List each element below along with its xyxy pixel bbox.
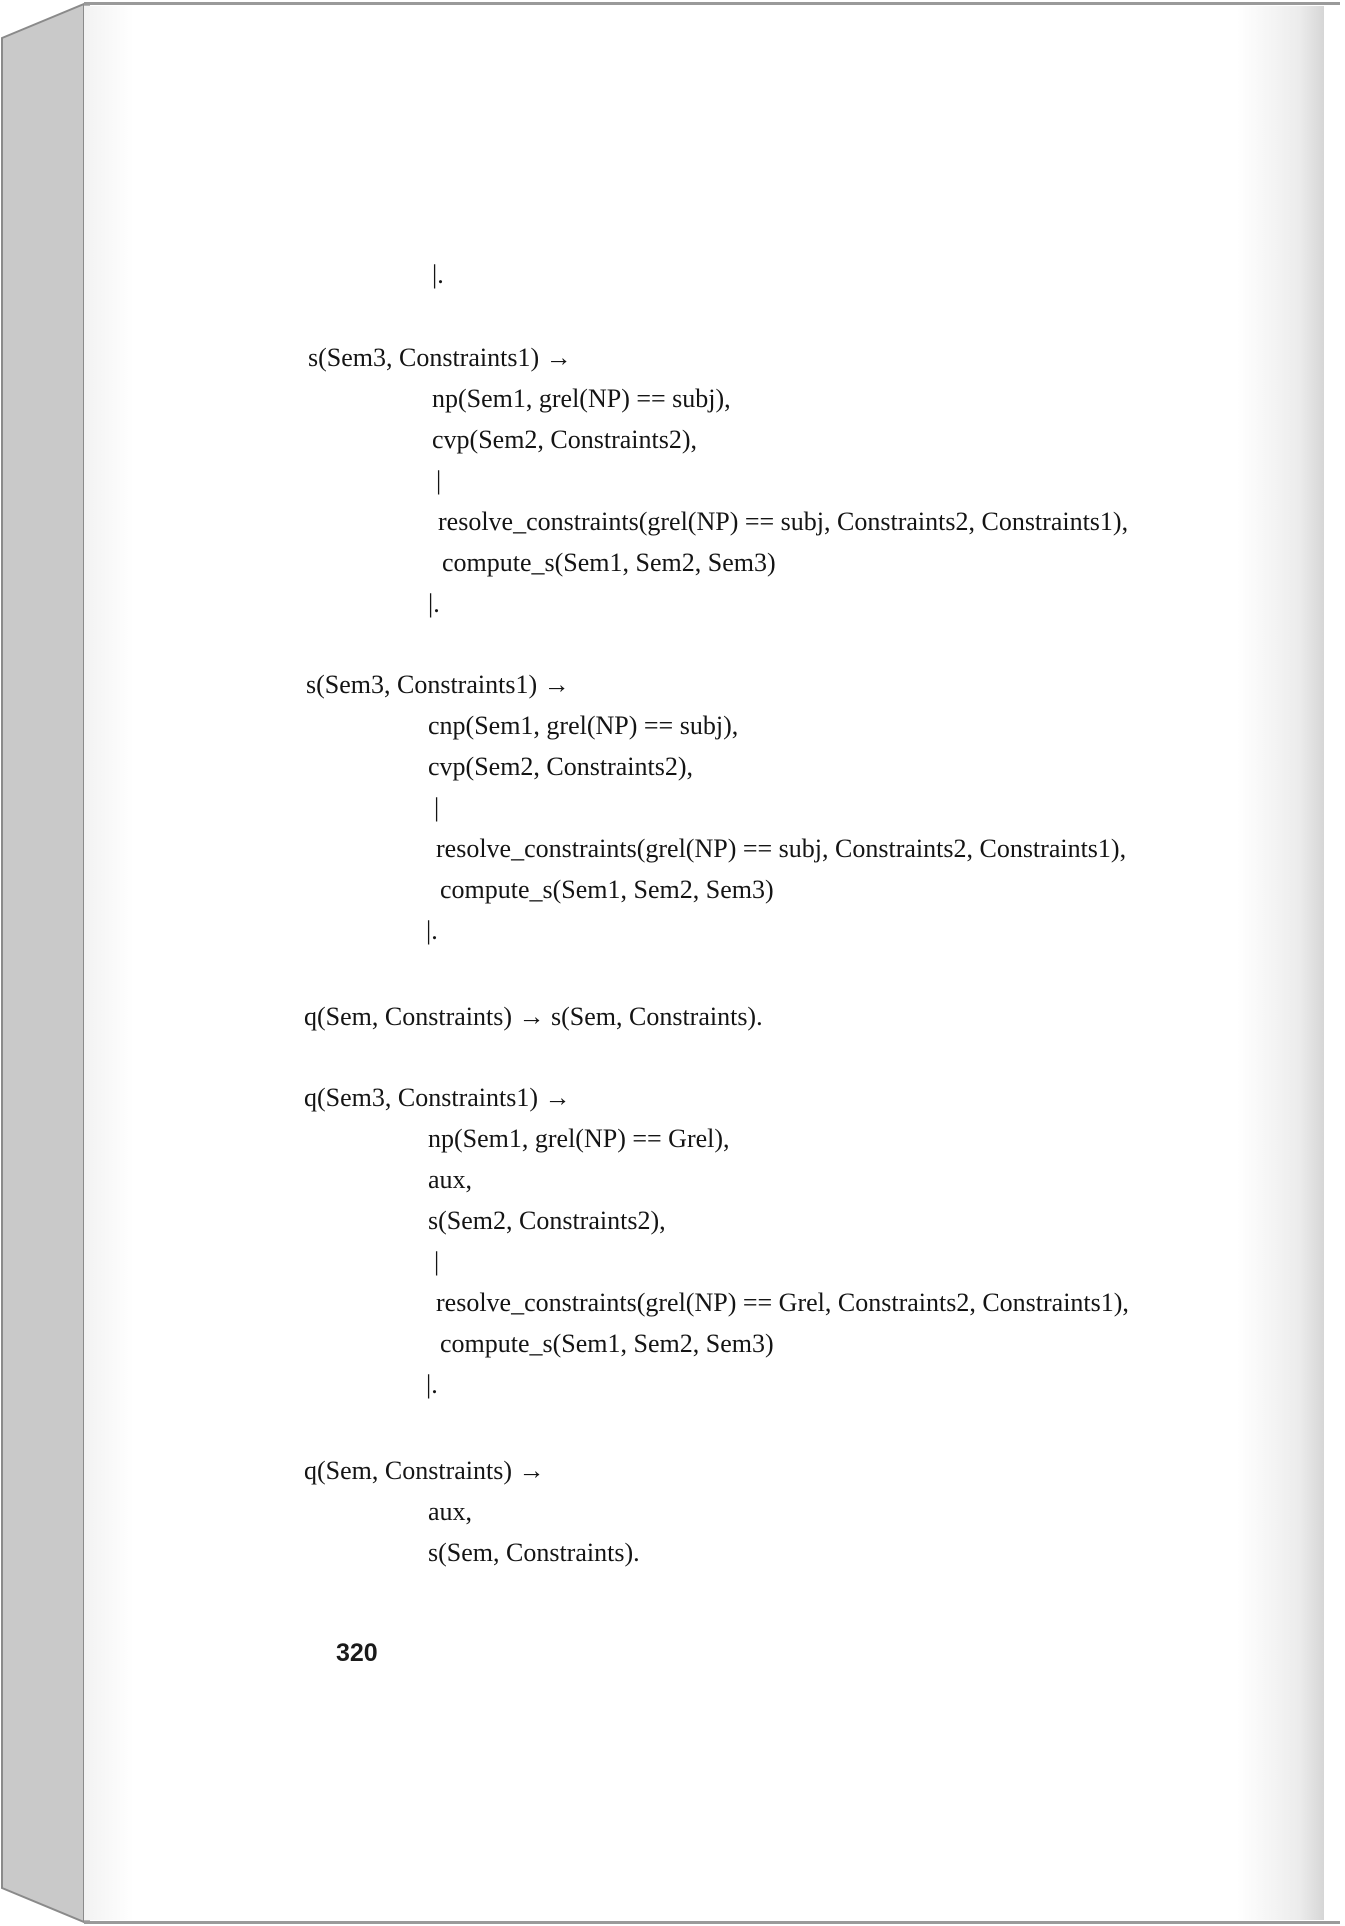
code-line: aux, <box>428 1497 473 1526</box>
page-bottom-edge <box>84 1921 1340 1924</box>
code-line: s(Sem2, Constraints2), <box>428 1206 666 1235</box>
code-line: compute_s(Sem1, Sem2, Sem3) <box>440 1329 774 1358</box>
code-line: q(Sem, Constraints) → s(Sem, Constraints). <box>304 1002 763 1031</box>
code-line: s(Sem, Constraints). <box>428 1538 640 1567</box>
code-line: compute_s(Sem1, Sem2, Sem3) <box>440 875 774 904</box>
page-top-edge <box>84 2 1340 5</box>
code-line: |. <box>432 260 444 289</box>
code-line: | <box>434 793 440 822</box>
code-line: resolve_constraints(grel(NP) == subj, Constraints2, Constraints1), <box>438 507 1129 536</box>
code-line: cvp(Sem2, Constraints2), <box>432 425 698 454</box>
code-line: |. <box>426 1370 438 1399</box>
code-line: cnp(Sem1, grel(NP) == subj), <box>428 711 739 740</box>
code-line: s(Sem3, Constraints1) → <box>308 343 572 372</box>
code-line: np(Sem1, grel(NP) == subj), <box>432 384 731 413</box>
code-line: resolve_constraints(grel(NP) == subj, Constraints2, Constraints1), <box>436 834 1127 863</box>
code-line: q(Sem3, Constraints1) → <box>304 1083 571 1112</box>
code-line: q(Sem, Constraints) → <box>304 1456 545 1485</box>
code-line: s(Sem3, Constraints1) → <box>306 670 570 699</box>
code-line: compute_s(Sem1, Sem2, Sem3) <box>442 548 776 577</box>
code-line: |. <box>428 589 440 618</box>
page-sheet <box>84 6 1324 1920</box>
code-line: cvp(Sem2, Constraints2), <box>428 752 694 781</box>
code-line: | <box>436 466 442 495</box>
code-line: aux, <box>428 1165 473 1194</box>
code-line: resolve_constraints(grel(NP) == Grel, Constraints2, Constraints1), <box>436 1288 1129 1317</box>
code-line: | <box>434 1247 440 1276</box>
code-line: np(Sem1, grel(NP) == Grel), <box>428 1124 730 1153</box>
page-number: 320 <box>336 1639 378 1667</box>
code-line: |. <box>426 916 438 945</box>
